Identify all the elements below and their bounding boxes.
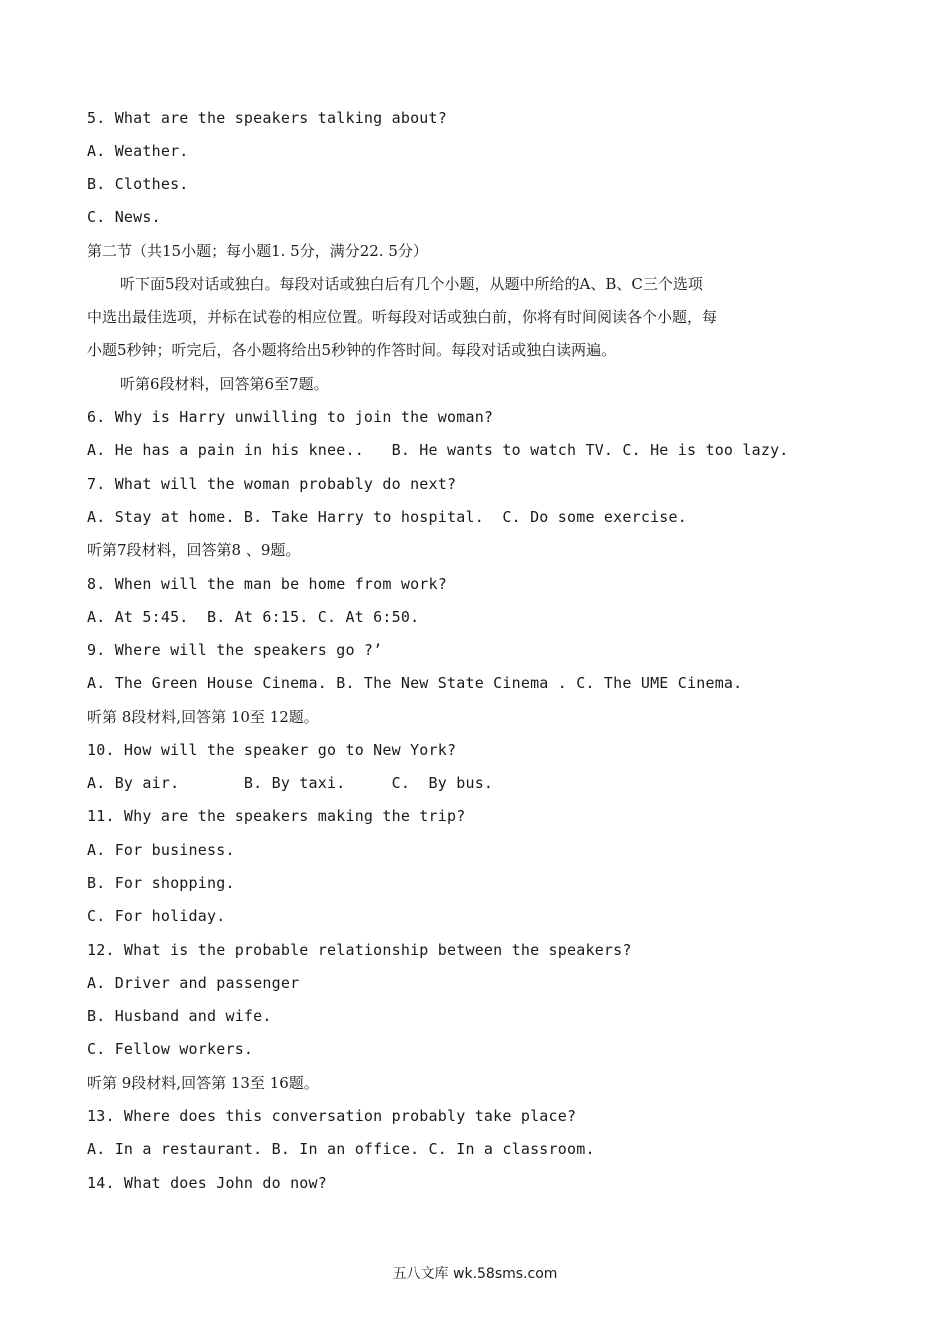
- options-10: A. By air. B. By taxi. C. By bus.: [87, 774, 494, 792]
- options-13: A. In a restaurant. B. In an office. C. In a classroom.: [87, 1140, 595, 1158]
- option-12c: C. Fellow workers.: [87, 1040, 254, 1058]
- instructions-line-3: 小题5秒钟；听完后，各小题将给出5秒钟的作答时间。每段对话或独白读两遍。: [87, 341, 617, 359]
- question-13: 13. Where does this conversation probably take place?: [87, 1107, 577, 1125]
- passage-8-heading: 听第 8段材料,回答第 10至 12题。: [87, 708, 319, 726]
- option-11b: B. For shopping.: [87, 874, 235, 892]
- question-6: 6. Why is Harry unwilling to join the woman?: [87, 408, 494, 426]
- option-12a: A. Driver and passenger: [87, 974, 300, 992]
- instructions-line-1: 听下面5段对话或独白。每段对话或独白后有几个小题，从题中所给的A、B、C三个选项: [120, 275, 703, 293]
- option-12b: B. Husband and wife.: [87, 1007, 272, 1025]
- section-2-heading: 第二节（共15小题；每小题1. 5分，满分22. 5分）: [87, 242, 428, 260]
- question-11: 11. Why are the speakers making the trip?: [87, 807, 466, 825]
- options-8: A. At 5:45. B. At 6:15. C. At 6:50.: [87, 608, 420, 626]
- question-8: 8. When will the man be home from work?: [87, 575, 447, 593]
- question-14: 14. What does John do now?: [87, 1174, 327, 1192]
- option-11a: A. For business.: [87, 841, 235, 859]
- question-7: 7. What will the woman probably do next?: [87, 475, 457, 493]
- option-5a: A. Weather.: [87, 142, 189, 160]
- option-5c: C. News.: [87, 208, 161, 226]
- question-10: 10. How will the speaker go to New York?: [87, 741, 457, 759]
- question-12: 12. What is the probable relationship between the speakers?: [87, 941, 632, 959]
- passage-6-heading: 听第6段材料，回答第6至7题。: [120, 375, 329, 393]
- options-6: A. He has a pain in his knee.. B. He wants to watch TV. C. He is too lazy.: [87, 441, 789, 459]
- options-7: A. Stay at home. B. Take Harry to hospital. C. Do some exercise.: [87, 508, 687, 526]
- option-11c: C. For holiday.: [87, 907, 226, 925]
- passage-9-heading: 听第 9段材料,回答第 13至 16题。: [87, 1074, 319, 1092]
- question-5: 5. What are the speakers talking about?: [87, 109, 447, 127]
- passage-7-heading: 听第7段材料，回答第8 、9题。: [87, 541, 301, 559]
- options-9: A. The Green House Cinema. B. The New State Cinema . C. The UME Cinema.: [87, 674, 743, 692]
- option-5b: B. Clothes.: [87, 175, 189, 193]
- instructions-line-2: 中选出最佳选项，并标在试卷的相应位置。听每段对话或独白前，你将有时间阅读各个小题，每: [87, 308, 718, 326]
- footer-watermark: 五八文库 wk.58sms.com: [392, 1266, 558, 1282]
- question-9: 9. Where will the speakers go ?’: [87, 641, 383, 659]
